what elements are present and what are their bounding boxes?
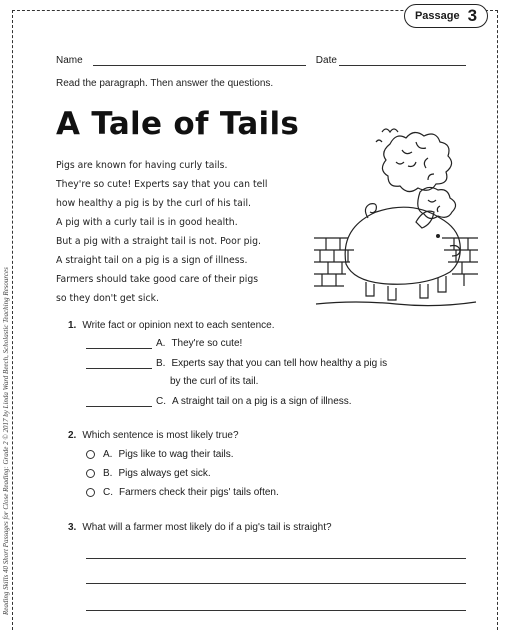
story-line: A straight tail on a pig is a sign of illness. — [56, 255, 248, 266]
instructions: Read the paragraph. Then answer the questions. — [56, 78, 274, 89]
choice-text: Farmers check their pigs' tails often. — [119, 487, 279, 498]
story-line: A pig with a curly tail is in good health. — [56, 217, 238, 228]
answer-row-a — [86, 338, 242, 349]
choice-c[interactable] — [86, 487, 279, 498]
date-field[interactable] — [339, 56, 466, 66]
radio-circle[interactable] — [86, 450, 95, 459]
radio-circle[interactable] — [86, 488, 95, 497]
choice-letter: A. — [103, 449, 113, 460]
item-text-continued: by the curl of its tail. — [170, 376, 259, 387]
story-paragraph — [56, 156, 316, 308]
item-text: Experts say that you can tell how healthy a pig is — [171, 358, 388, 369]
question-number: 3. — [68, 522, 77, 533]
item-letter: B. — [156, 358, 166, 369]
question-3 — [68, 522, 332, 533]
item-text: They're so cute! — [171, 338, 243, 349]
passage-number: 3 — [467, 6, 478, 25]
choice-letter: C. — [103, 487, 113, 498]
question-prompt: What will a farmer most likely do if a pig's tail is straight? — [82, 522, 332, 533]
story-line: Pigs are known for having curly tails. — [56, 160, 228, 171]
question-number: 1. — [68, 320, 77, 331]
question-prompt: Which sentence is most likely true? — [82, 430, 239, 441]
choice-b[interactable] — [86, 468, 211, 479]
radio-circle[interactable] — [86, 469, 95, 478]
question-number: 2. — [68, 430, 77, 441]
answer-line[interactable] — [86, 558, 466, 559]
choice-a[interactable] — [86, 449, 234, 460]
page-title: A Tale of Tails — [56, 106, 300, 142]
name-label: Name — [56, 55, 83, 66]
choice-text: Pigs like to wag their tails. — [118, 449, 234, 460]
copyright-credit: Reading Skills 40 Short Passages for Close Reading: Grade 2 © 2017 by Linda Ward Beech, Scholastic Teaching Resources — [2, 267, 10, 615]
story-line: so they don't get sick. — [56, 293, 159, 304]
name-field[interactable] — [93, 56, 306, 66]
answer-blank[interactable] — [86, 339, 152, 349]
answer-line[interactable] — [86, 583, 466, 584]
answer-blank[interactable] — [86, 397, 152, 407]
name-date-row — [56, 50, 466, 66]
answer-row-b — [86, 358, 387, 369]
answer-row-c — [86, 396, 352, 407]
border-right — [497, 10, 498, 630]
item-letter: C. — [156, 396, 166, 407]
item-letter: A. — [156, 338, 166, 349]
date-label: Date — [315, 55, 337, 66]
story-line: They're so cute! Experts say that you can tell — [56, 179, 268, 190]
pig-illustration — [312, 114, 480, 312]
passage-label: Passage — [414, 10, 460, 22]
question-1 — [68, 320, 275, 331]
story-line: Farmers should take good care of their pigs — [56, 274, 259, 285]
question-prompt: Write fact or opinion next to each sentence. — [82, 320, 275, 331]
choice-letter: B. — [103, 468, 113, 479]
answer-blank[interactable] — [86, 359, 152, 369]
border-left — [12, 10, 13, 630]
story-line: how healthy a pig is by the curl of his tail. — [56, 198, 251, 209]
item-text: A straight tail on a pig is a sign of illness. — [172, 396, 352, 407]
passage-tab — [404, 4, 488, 28]
question-2 — [68, 430, 239, 441]
story-line: But a pig with a straight tail is not. Poor pig. — [56, 236, 261, 247]
choice-text: Pigs always get sick. — [118, 468, 211, 479]
answer-line[interactable] — [86, 610, 466, 611]
